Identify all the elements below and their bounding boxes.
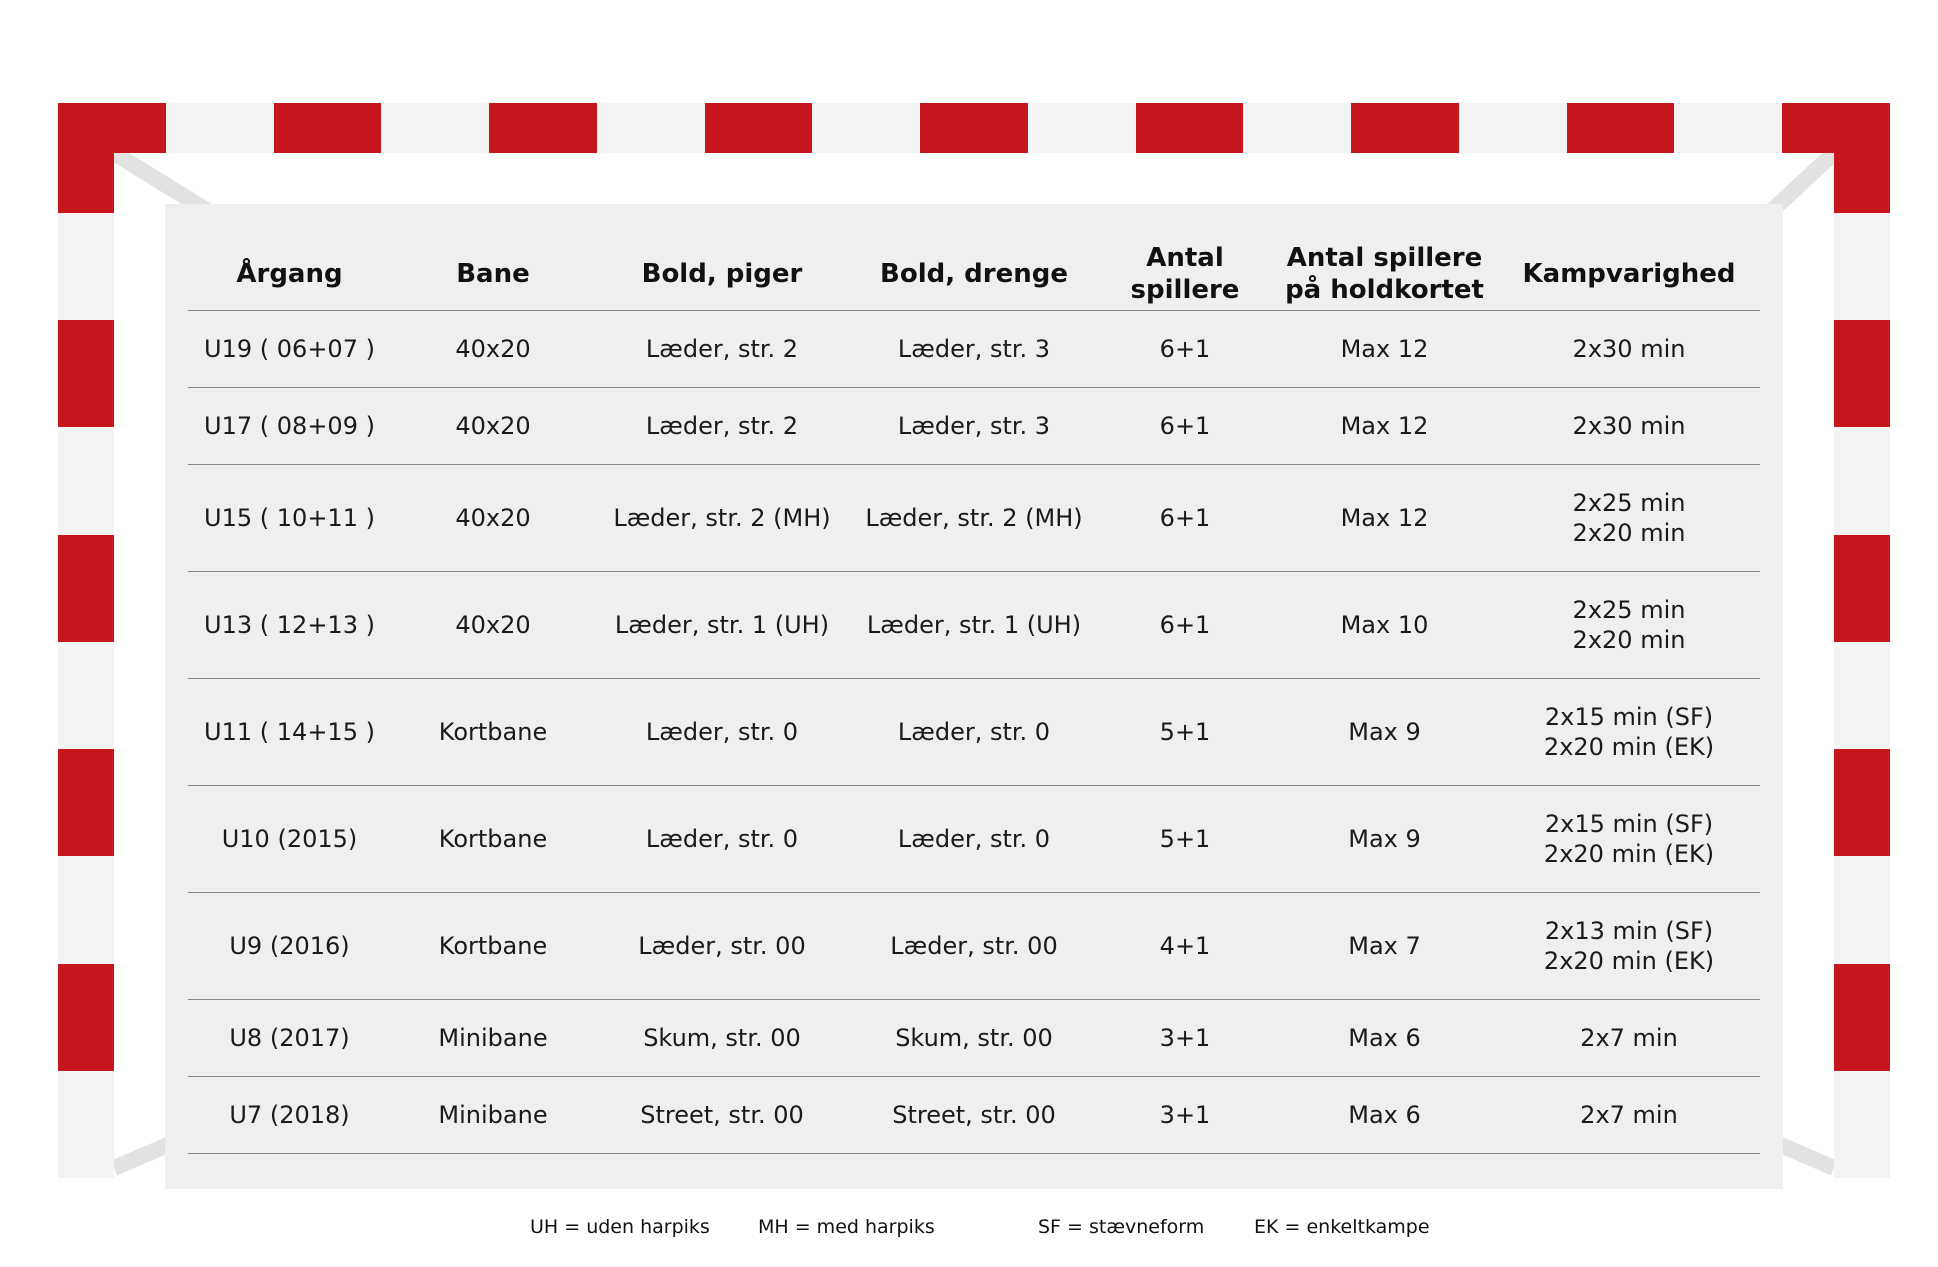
cell-text: Minibane xyxy=(438,1024,548,1052)
table-cell xyxy=(1271,893,1498,1000)
cell-text: Kortbane xyxy=(438,932,548,960)
table-header-row xyxy=(188,238,1760,311)
cell-text: Minibane xyxy=(438,1101,548,1129)
column-header-line: på holdkortet xyxy=(1285,275,1484,305)
table-row xyxy=(188,572,1760,679)
table-cell xyxy=(849,311,1099,388)
goal-crossbar xyxy=(58,103,1890,153)
table-cell xyxy=(595,572,849,679)
cell-text: 2x20 min xyxy=(1572,626,1686,654)
column-header xyxy=(1099,238,1271,311)
table-cell xyxy=(1498,311,1760,388)
cell-text: U17 ( 08+09 ) xyxy=(204,412,375,440)
column-header xyxy=(849,238,1099,311)
table-cell xyxy=(849,388,1099,465)
column-header-line: Antal xyxy=(1146,243,1224,273)
column-header-line: Bold, piger xyxy=(641,259,803,289)
table-cell xyxy=(391,786,595,893)
cell-text: Street, str. 00 xyxy=(640,1101,804,1129)
table-cell xyxy=(1271,786,1498,893)
table-cell xyxy=(849,893,1099,1000)
cell-text: 5+1 xyxy=(1159,825,1211,853)
cell-text: 2x7 min xyxy=(1580,1101,1678,1129)
table-cell xyxy=(1498,893,1760,1000)
cell-text: Læder, str. 0 xyxy=(897,718,1051,746)
table-cell xyxy=(849,786,1099,893)
cell-text: 2x30 min xyxy=(1572,412,1686,440)
cell-text: 6+1 xyxy=(1159,335,1211,363)
goal-post-left xyxy=(58,103,114,1178)
cell-text: U7 (2018) xyxy=(229,1101,350,1129)
cell-text: 2x30 min xyxy=(1572,335,1686,363)
cell-text: U9 (2016) xyxy=(229,932,350,960)
table-cell xyxy=(391,388,595,465)
table-cell xyxy=(391,1077,595,1154)
cell-text: U10 (2015) xyxy=(221,825,358,853)
table-cell xyxy=(188,786,391,893)
cell-text: 2x15 min (SF) xyxy=(1544,810,1714,838)
legend-sf: SF = stævneform xyxy=(1038,1216,1205,1238)
column-header-line: Antal spillere xyxy=(1286,243,1483,273)
cell-text: 5+1 xyxy=(1159,718,1211,746)
cell-text: 2x25 min xyxy=(1572,489,1686,517)
cell-text: Skum, str. 00 xyxy=(895,1024,1053,1052)
table-cell xyxy=(188,311,391,388)
table-cell xyxy=(1099,388,1271,465)
table-cell xyxy=(1498,388,1760,465)
table-cell xyxy=(849,572,1099,679)
column-header xyxy=(1498,238,1760,311)
table-cell xyxy=(1099,893,1271,1000)
legend-ek: EK = enkeltkampe xyxy=(1254,1216,1430,1238)
table-cell xyxy=(1498,679,1760,786)
table-cell xyxy=(849,1000,1099,1077)
cell-text: Max 12 xyxy=(1340,504,1429,532)
table-cell xyxy=(1271,311,1498,388)
cell-text: U13 ( 12+13 ) xyxy=(204,611,375,639)
cell-text: 3+1 xyxy=(1159,1101,1211,1129)
cell-text: Læder, str. 2 (MH) xyxy=(613,504,831,532)
table-cell xyxy=(391,679,595,786)
column-header xyxy=(391,238,595,311)
cell-text: Læder, str. 2 xyxy=(645,335,799,363)
cell-text: Kortbane xyxy=(438,718,548,746)
cell-text: Læder, str. 00 xyxy=(890,932,1058,960)
table-row xyxy=(188,786,1760,893)
cell-text: 6+1 xyxy=(1159,412,1211,440)
table-row xyxy=(188,893,1760,1000)
cell-text: 2x7 min xyxy=(1580,1024,1678,1052)
table-cell xyxy=(1099,1077,1271,1154)
cell-text: Max 12 xyxy=(1340,335,1429,363)
table-cell xyxy=(595,465,849,572)
table-cell xyxy=(1271,1077,1498,1154)
table-cell xyxy=(595,893,849,1000)
table-cell xyxy=(595,1000,849,1077)
table-cell xyxy=(1099,572,1271,679)
column-header xyxy=(188,238,391,311)
cell-text: Max 9 xyxy=(1348,825,1421,853)
table-cell xyxy=(1271,1000,1498,1077)
cell-text: Max 9 xyxy=(1348,718,1421,746)
table-cell xyxy=(188,1077,391,1154)
cell-text: Skum, str. 00 xyxy=(643,1024,801,1052)
cell-text: Kortbane xyxy=(438,825,548,853)
cell-text: Læder, str. 0 xyxy=(645,718,799,746)
cell-text: 40x20 xyxy=(455,611,531,639)
cell-text: 2x20 min xyxy=(1572,519,1686,547)
table-cell xyxy=(1099,465,1271,572)
table-cell xyxy=(595,1077,849,1154)
column-header-line: spillere xyxy=(1130,275,1240,305)
column-header-line: Årgang xyxy=(236,259,343,289)
table-cell xyxy=(849,465,1099,572)
cell-text: 2x15 min (SF) xyxy=(1544,703,1714,731)
table-row xyxy=(188,465,1760,572)
table-cell xyxy=(1271,679,1498,786)
table-cell xyxy=(595,786,849,893)
cell-text: Læder, str. 3 xyxy=(897,335,1051,363)
cell-text: Læder, str. 0 xyxy=(897,825,1051,853)
cell-text: Læder, str. 2 xyxy=(645,412,799,440)
cell-text: U15 ( 10+11 ) xyxy=(204,504,375,532)
column-header xyxy=(595,238,849,311)
table-cell xyxy=(1099,1000,1271,1077)
legend-uh: UH = uden harpiks xyxy=(530,1216,710,1238)
cell-text: Læder, str. 1 (UH) xyxy=(866,611,1082,639)
cell-text: 2x20 min (EK) xyxy=(1543,733,1715,761)
table-row xyxy=(188,1000,1760,1077)
table-row xyxy=(188,388,1760,465)
table-cell xyxy=(188,572,391,679)
table-cell xyxy=(1271,572,1498,679)
table-cell xyxy=(1271,388,1498,465)
table-cell xyxy=(1498,465,1760,572)
cell-text: Læder, str. 0 xyxy=(645,825,799,853)
table-cell xyxy=(391,465,595,572)
legend-mh: MH = med harpiks xyxy=(758,1216,935,1238)
cell-text: U8 (2017) xyxy=(229,1024,350,1052)
cell-text: 2x20 min (EK) xyxy=(1543,840,1715,868)
table-cell xyxy=(391,893,595,1000)
table-cell xyxy=(595,311,849,388)
column-header xyxy=(1271,238,1498,311)
cell-text: 2x13 min (SF) xyxy=(1544,917,1714,945)
cell-text: 3+1 xyxy=(1159,1024,1211,1052)
table-cell xyxy=(391,1000,595,1077)
cell-text: Max 12 xyxy=(1340,412,1429,440)
cell-text: Max 10 xyxy=(1340,611,1429,639)
table-cell xyxy=(1099,311,1271,388)
cell-text: 40x20 xyxy=(455,412,531,440)
table-cell xyxy=(391,311,595,388)
table-cell xyxy=(188,679,391,786)
table-body xyxy=(188,311,1760,1154)
cell-text: Læder, str. 1 (UH) xyxy=(614,611,830,639)
cell-text: Max 6 xyxy=(1348,1101,1421,1129)
table-cell xyxy=(849,679,1099,786)
cell-text: Læder, str. 00 xyxy=(638,932,806,960)
cell-text: Max 6 xyxy=(1348,1024,1421,1052)
goal-post-right xyxy=(1834,103,1890,1178)
cell-text: 6+1 xyxy=(1159,611,1211,639)
table-cell xyxy=(1498,1077,1760,1154)
table-row xyxy=(188,679,1760,786)
cell-text: 40x20 xyxy=(455,504,531,532)
table-cell xyxy=(1099,786,1271,893)
column-header-line: Kampvarighed xyxy=(1522,259,1736,289)
table-cell xyxy=(849,1077,1099,1154)
table-cell xyxy=(188,893,391,1000)
table-cell xyxy=(595,388,849,465)
cell-text: U11 ( 14+15 ) xyxy=(204,718,375,746)
table-cell xyxy=(595,679,849,786)
table-cell xyxy=(188,388,391,465)
column-header-line: Bold, drenge xyxy=(880,259,1068,289)
table-row xyxy=(188,311,1760,388)
cell-text: 2x25 min xyxy=(1572,596,1686,624)
cell-text: Max 7 xyxy=(1348,932,1421,960)
match-rules-table xyxy=(188,238,1760,1154)
table-cell xyxy=(1498,1000,1760,1077)
table-cell xyxy=(1498,786,1760,893)
table-cell xyxy=(1498,572,1760,679)
cell-text: 40x20 xyxy=(455,335,531,363)
table-cell xyxy=(1099,679,1271,786)
table-cell xyxy=(1271,465,1498,572)
column-header-line: Bane xyxy=(456,259,530,289)
table-cell xyxy=(188,465,391,572)
table-cell xyxy=(188,1000,391,1077)
cell-text: Læder, str. 2 (MH) xyxy=(865,504,1083,532)
cell-text: 6+1 xyxy=(1159,504,1211,532)
table-row xyxy=(188,1077,1760,1154)
cell-text: 4+1 xyxy=(1159,932,1211,960)
cell-text: Læder, str. 3 xyxy=(897,412,1051,440)
table-cell xyxy=(391,572,595,679)
cell-text: Street, str. 00 xyxy=(892,1101,1056,1129)
cell-text: 2x20 min (EK) xyxy=(1543,947,1715,975)
cell-text: U19 ( 06+07 ) xyxy=(204,335,375,363)
